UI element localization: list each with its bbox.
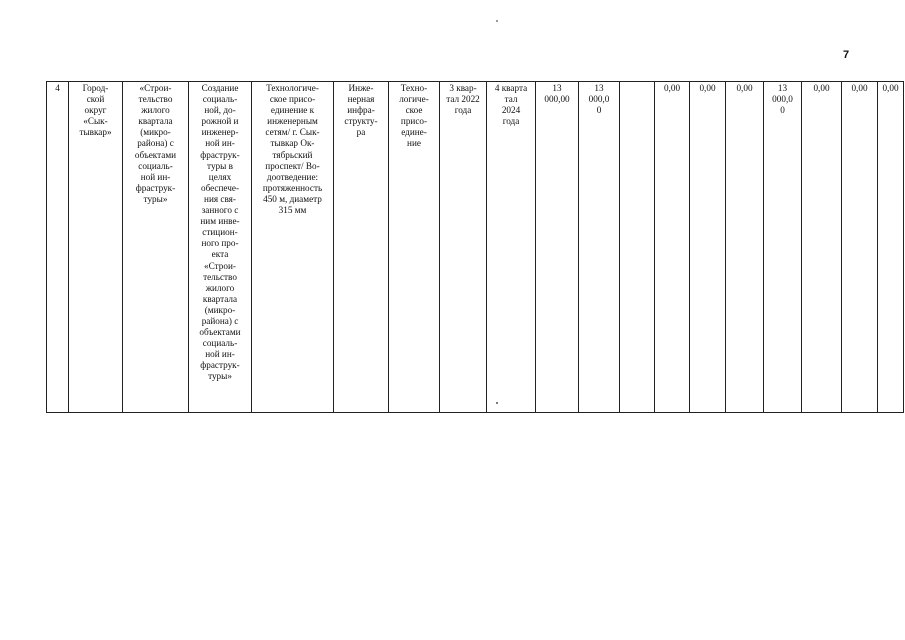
cell-line: тывкар Ок- xyxy=(270,138,315,149)
cell-line: стицион- xyxy=(202,227,238,238)
cell-line: социаль- xyxy=(138,160,173,171)
cell-line: жилого xyxy=(141,105,170,116)
cell-line: ной ин- xyxy=(140,171,171,182)
cell-line: рожной и xyxy=(201,116,239,127)
cell-line: Создание xyxy=(201,83,239,93)
cell-line: квартала xyxy=(202,293,238,304)
cell-line: объектами xyxy=(199,327,241,338)
cell-category xyxy=(334,82,389,413)
cell-line: логиче- xyxy=(399,94,429,105)
cell-line: года xyxy=(502,116,520,127)
cell-line: ния свя- xyxy=(204,193,236,204)
cell-line: ного про- xyxy=(201,238,239,249)
cell-line: присо- xyxy=(400,116,428,127)
cell-object xyxy=(252,82,334,413)
cell-line: (микро- xyxy=(140,127,171,138)
cell-line: инженерным xyxy=(267,116,318,127)
cell-goal xyxy=(189,82,252,413)
cell-line: фраструк- xyxy=(135,182,176,193)
cell-line: тал 2022 xyxy=(446,94,480,105)
cell-line: 4 кварта xyxy=(494,83,528,93)
cell-line: 2024 xyxy=(501,105,521,116)
cell-line: района) с xyxy=(201,315,239,326)
cell-index xyxy=(47,82,69,413)
cell-end xyxy=(487,82,536,413)
cell-line: 0 xyxy=(596,105,602,116)
cell-line: фраструк- xyxy=(200,149,240,160)
cell-line: «Строи- xyxy=(204,260,236,271)
cell-line: (микро- xyxy=(204,304,236,315)
cell-line: ское xyxy=(405,105,423,116)
cell-line: туры в xyxy=(207,160,233,171)
cell-value-3 xyxy=(655,82,690,413)
cell-line: 0 xyxy=(780,105,785,116)
cell-line: Технологиче- xyxy=(266,83,319,93)
cell-line: екта xyxy=(211,249,229,260)
cell-line: едине- xyxy=(401,127,427,138)
cell-line: протяженность xyxy=(262,182,323,193)
cell-line: 315 мм xyxy=(278,205,307,216)
cell-line: инфра- xyxy=(347,105,375,116)
cell-line: ской xyxy=(86,94,105,105)
cell-line: 0,00 xyxy=(882,83,899,93)
cell-line: социаль- xyxy=(202,94,238,105)
cell-value-7 xyxy=(802,82,842,413)
cell-line: сетям/ г. Сык- xyxy=(265,127,320,138)
cell-line: ной ин- xyxy=(205,349,235,360)
cell-line: ним инве- xyxy=(200,216,240,227)
cell-line: доотведение: xyxy=(266,171,319,182)
cell-start xyxy=(440,82,487,413)
cell-line: проспект/ Во- xyxy=(265,160,320,171)
cell-line: туры» xyxy=(143,193,168,204)
cell-line: фраструк- xyxy=(200,360,240,371)
cell-line: Инже- xyxy=(348,83,374,93)
cell-line: 0,00 xyxy=(736,83,753,93)
cell-line: «Строи- xyxy=(139,83,172,93)
cell-line: ние xyxy=(407,138,421,149)
cell-line: туры» xyxy=(208,371,232,382)
cell-line: инженер- xyxy=(201,127,239,138)
cell-line: Техно- xyxy=(400,83,428,93)
cell-value-1 xyxy=(536,82,579,413)
scan-speck-bottom xyxy=(496,402,498,404)
cell-line: 13 xyxy=(594,83,604,93)
cell-line: структу- xyxy=(344,116,378,127)
cell-municipality xyxy=(69,82,123,413)
cell-line: тывкар» xyxy=(79,127,112,138)
cell-line: 0,00 xyxy=(851,83,868,93)
cell-line: 0,00 xyxy=(699,83,716,93)
cell-line: ское присо- xyxy=(269,94,316,105)
cell-empty-1 xyxy=(620,82,655,413)
cell-line: объектами xyxy=(134,149,177,160)
cell-line: 13 xyxy=(777,83,788,93)
cell-line: 450 м, диаметр xyxy=(263,193,322,204)
cell-line: 4 xyxy=(55,83,60,93)
cell-project xyxy=(123,82,189,413)
cell-value-8 xyxy=(842,82,878,413)
cell-line: «Сык- xyxy=(83,116,108,127)
cell-line: Город- xyxy=(82,83,109,93)
table-row xyxy=(47,82,904,413)
cell-line: обеспече- xyxy=(200,182,240,193)
cell-line: занного с xyxy=(201,205,239,216)
cell-line: 0,00 xyxy=(663,83,681,93)
cell-line: 13 xyxy=(552,83,562,93)
cell-line: нерная xyxy=(347,94,375,105)
cell-line: округ xyxy=(84,105,107,116)
cell-value-4 xyxy=(690,82,726,413)
cell-line: 3 квар- xyxy=(449,83,477,93)
cell-line: тябрьский xyxy=(272,149,313,160)
cell-value-2 xyxy=(579,82,620,413)
cell-line: социаль- xyxy=(202,338,238,349)
cell-line: тельство xyxy=(203,271,237,282)
cell-value-5 xyxy=(726,82,764,413)
cell-value-9 xyxy=(878,82,904,413)
cell-line: целях xyxy=(208,171,232,182)
cell-value-6 xyxy=(764,82,802,413)
page-number: 7 xyxy=(843,49,850,61)
cell-line: тал xyxy=(504,94,518,105)
cell-type xyxy=(389,82,440,413)
cell-line: 0,00 xyxy=(813,83,830,93)
cell-line: 000,00 xyxy=(544,94,570,105)
cell-line: 000,0 xyxy=(588,94,610,105)
cell-line: района) с xyxy=(137,138,174,149)
cell-line: ной ин- xyxy=(205,138,235,149)
cell-line: жилого xyxy=(205,282,235,293)
cell-line: 000,0 xyxy=(772,94,793,105)
cell-line: тельство xyxy=(138,94,173,105)
scan-speck-top xyxy=(496,20,498,22)
project-table xyxy=(46,81,904,413)
cell-line: ной, до- xyxy=(204,105,236,116)
cell-line: квартала xyxy=(138,116,173,127)
cell-line: единение к xyxy=(270,105,315,116)
cell-line: ра xyxy=(356,127,366,138)
cell-line: года xyxy=(454,105,472,116)
